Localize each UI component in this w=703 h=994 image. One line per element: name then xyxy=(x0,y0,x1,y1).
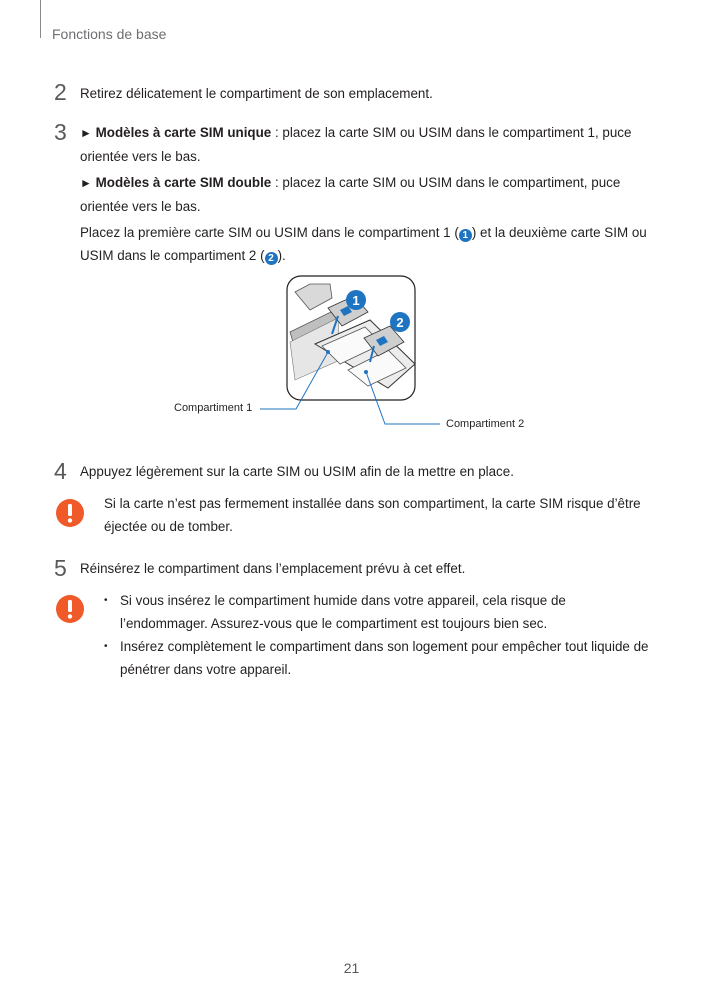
step-3-dual-sim xyxy=(80,171,655,218)
page-number: 21 xyxy=(343,960,360,976)
dual-sim-label: Modèles à carte SIM double xyxy=(95,175,272,190)
placement-text-b: ) et la deuxième carte SIM ou USIM dans le compartiment 2 ( xyxy=(80,225,647,263)
step-3-text xyxy=(80,121,655,270)
warning-exclamation-icon xyxy=(55,594,85,624)
placement-text-c: ). xyxy=(277,248,286,263)
list-item xyxy=(104,635,649,681)
step-3-single-sim xyxy=(80,121,655,168)
page-header: Fonctions de base xyxy=(52,26,167,42)
dual-sim-text: : placez la carte SIM ou USIM dans le compartiment, puce orientée vers le bas. xyxy=(80,175,621,214)
bullet-text: Si vous insérez le compartiment humide dans votre appareil, cela risque de l’endommager. Assurez-vous que le compartiment est toujours bien sec. xyxy=(120,593,566,631)
step-4-warning: Si la carte n’est pas fermement installée dans son compartiment, la carte SIM risque d’être éjectée ou de tomber. xyxy=(104,496,641,534)
step-4-text: Appuyez légèrement sur la carte SIM ou USIM afin de la mettre en place. xyxy=(80,464,514,479)
arrow-right-icon: ► xyxy=(80,176,92,190)
step-number-2: 2 xyxy=(54,79,67,105)
bullet-text: Insérez complètement le compartiment dans son logement pour empêcher tout liquide de pénétrer dans votre appareil. xyxy=(120,639,649,677)
caption-compartment-2: Compartiment 2 xyxy=(446,418,525,430)
figure-badge-2: 2 xyxy=(396,315,404,330)
step-5-text: Réinsérez le compartiment dans l’emplacement prévu à cet effet. xyxy=(80,561,466,576)
step-number-3: 3 xyxy=(54,119,67,145)
header-divider xyxy=(40,0,41,38)
number-2-badge-icon: 2 xyxy=(265,252,278,265)
list-item xyxy=(104,589,649,635)
bullet-icon: • xyxy=(104,595,108,606)
sim-tray-illustration xyxy=(160,272,560,442)
caption-compartment-1: Compartiment 1 xyxy=(174,402,253,414)
step-number-4: 4 xyxy=(54,458,67,484)
placement-text-a: Placez la première carte SIM ou USIM dans le compartiment 1 ( xyxy=(80,225,459,240)
step-number-5: 5 xyxy=(54,555,67,581)
single-sim-label: Modèles à carte SIM unique xyxy=(95,125,272,140)
step-2-text: Retirez délicatement le compartiment de son emplacement. xyxy=(80,86,433,101)
number-1-badge-icon: 1 xyxy=(459,229,472,242)
bullet-icon: • xyxy=(104,641,108,652)
figure-badge-1: 1 xyxy=(352,293,360,308)
sim-tray-drawing xyxy=(160,272,560,442)
warning-exclamation-icon xyxy=(55,498,85,528)
step-5-warning-list xyxy=(104,589,649,681)
arrow-right-icon: ► xyxy=(80,126,92,140)
step-3-placement xyxy=(80,221,655,267)
single-sim-text: : placez la carte SIM ou USIM dans le compartiment 1, puce orientée vers le bas. xyxy=(80,125,632,164)
